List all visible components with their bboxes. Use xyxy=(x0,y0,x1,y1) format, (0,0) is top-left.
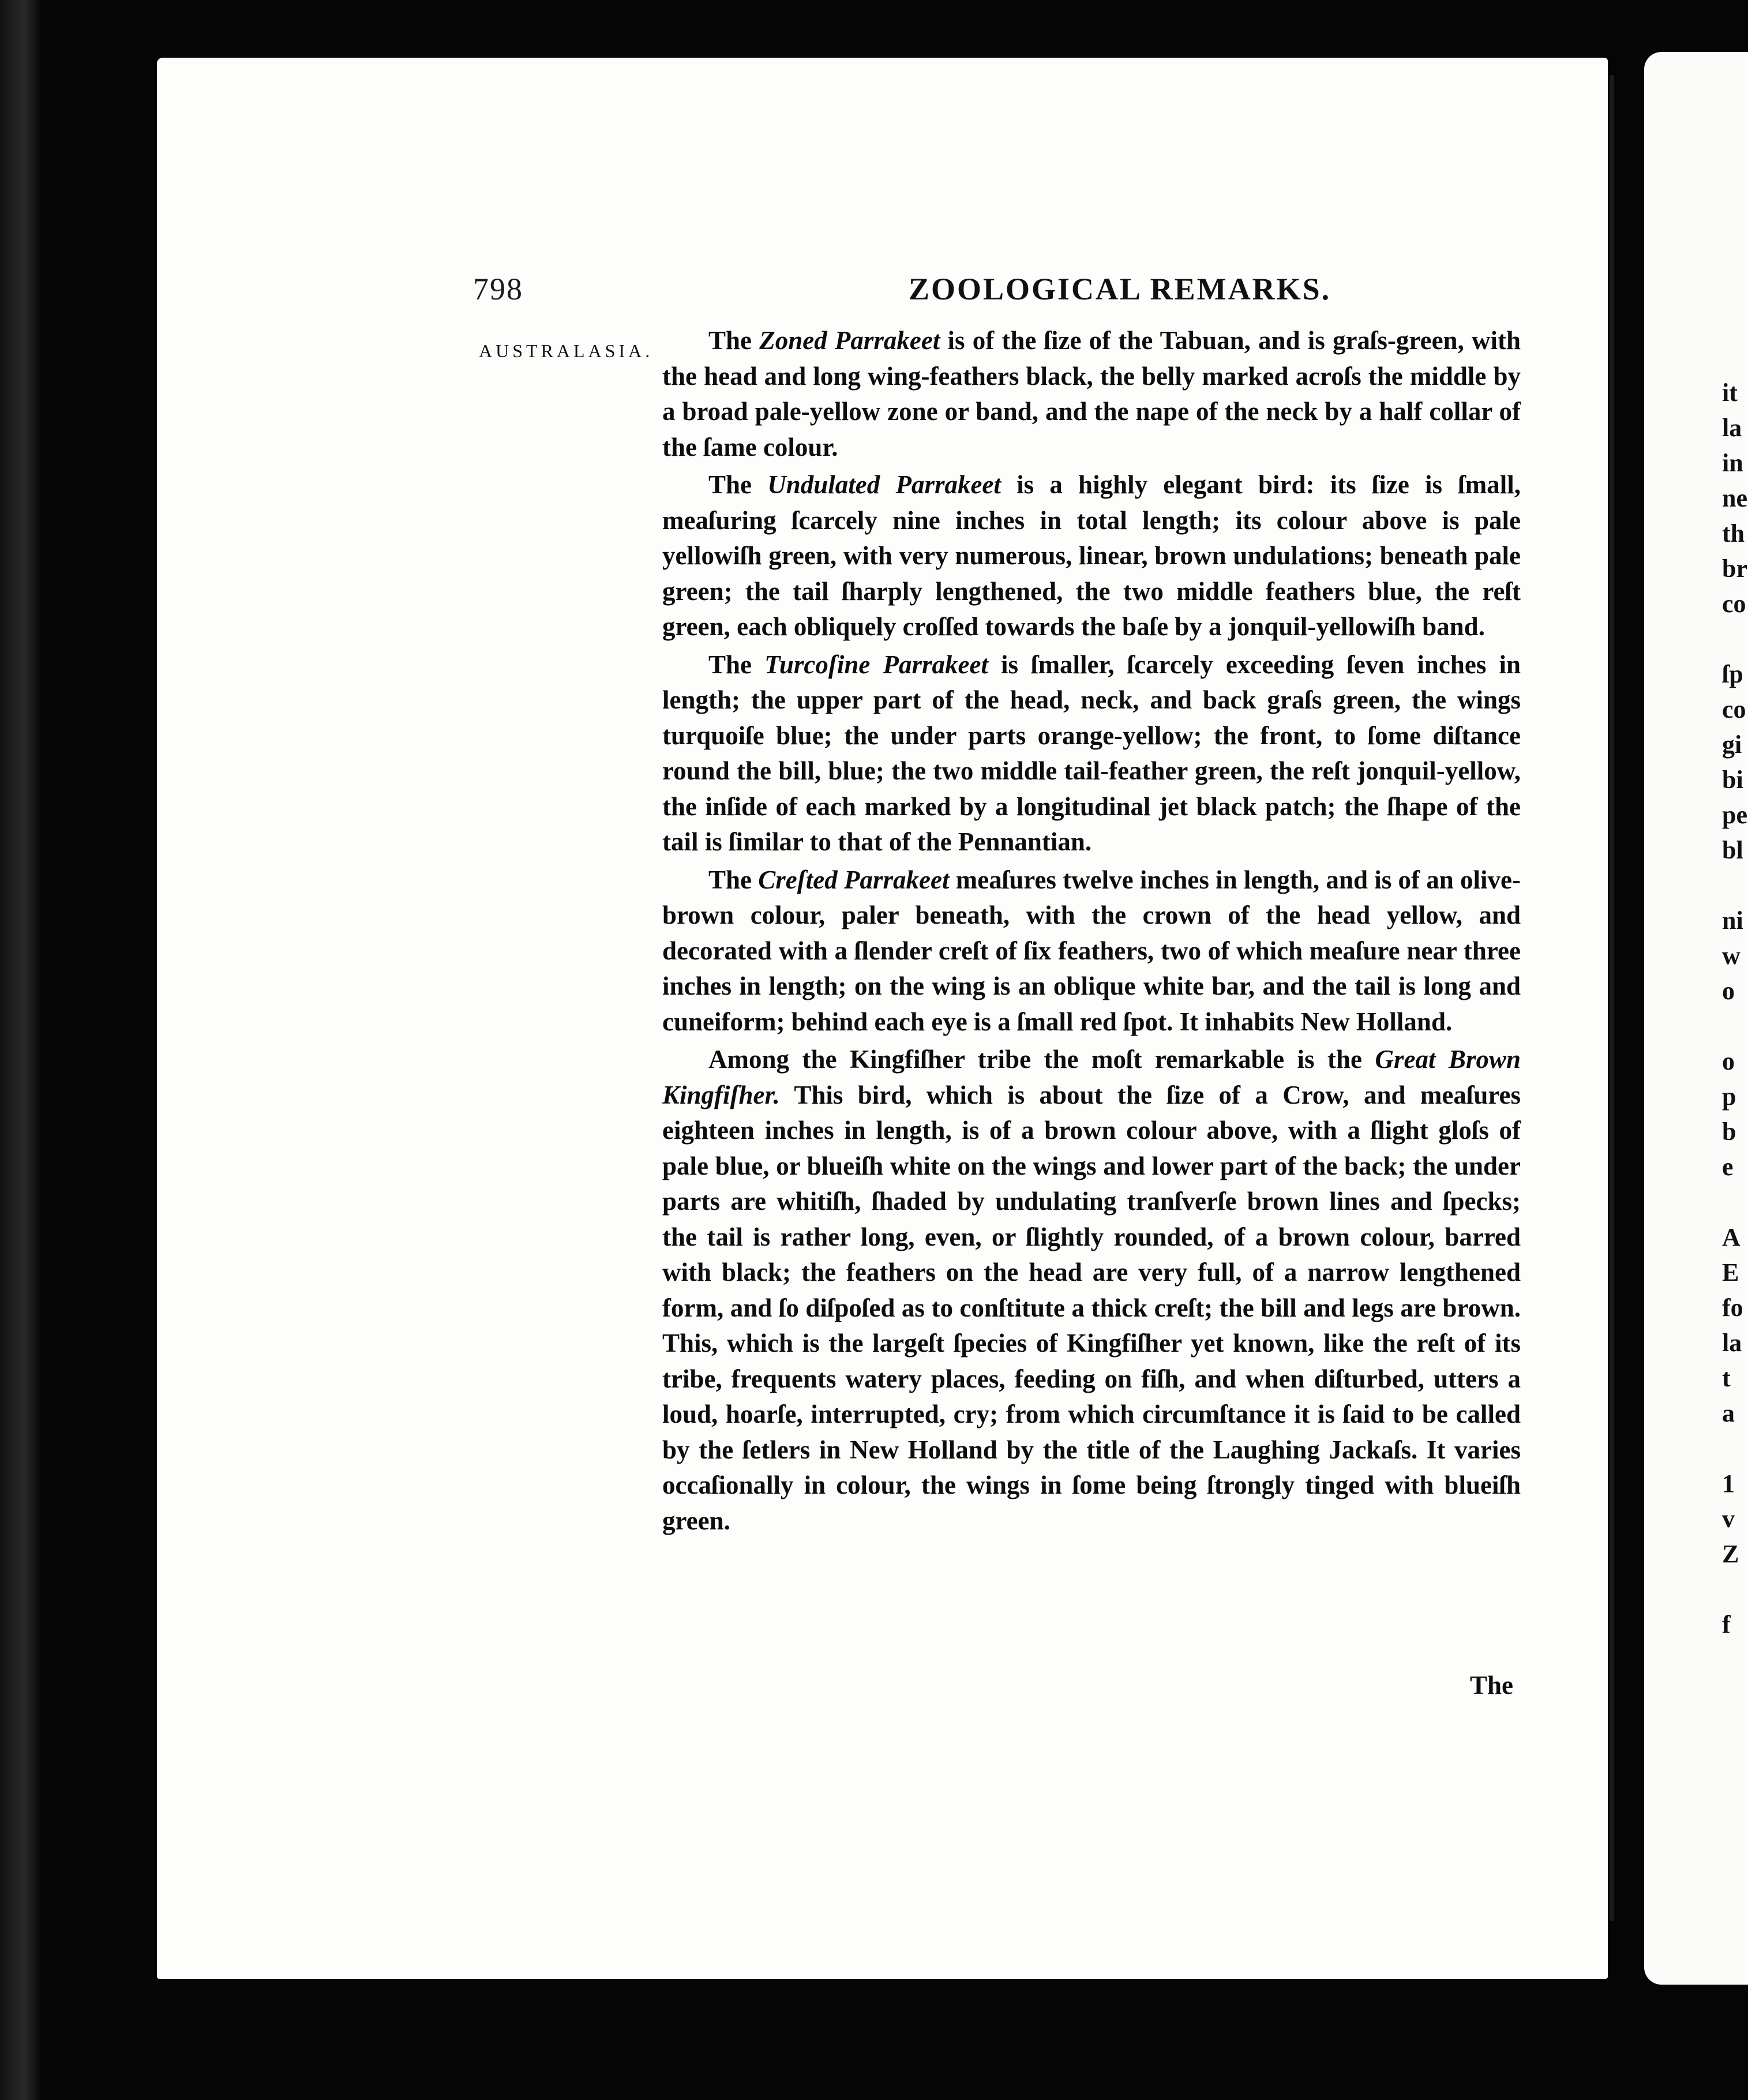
paragraph-undulated-parrakeet: The Undulated Parrakeet is a highly elegant bird: its ſize is ſmall, meaſuring ſcarcely nine inches in total length; its colour above is pale yellowiſh green, with very numerous, linear, brown undulations; beneath pale green; the tail ſharply lengthened, the two middle feathers blue, the reſt green, each obliquely croſſed towards the baſe by a jonquil-yellowiſh band. xyxy=(662,470,1521,641)
catchword: The xyxy=(1470,1671,1514,1700)
facing-page-text-fragment: it la in ne th br co ſp co gi bi pe bl ni w o o p b e A E fo la t a 1 v Z f xyxy=(1722,378,1747,1638)
margin-note: AUSTRALASIA. xyxy=(479,340,654,361)
species-name: Turcoſine Parrakeet xyxy=(764,650,988,679)
species-name: Great Brown Kingfiſher. xyxy=(662,1045,1521,1109)
paragraph-zoned-parrakeet: The Zoned Parrakeet is of the ſize of the Tabuan, and is graſs-green, with the head and long wing-feathers black, the belly marked acroſs the middle by a broad pale-yellow zone or band, and the nape of the neck by a half collar of the ſame colour. xyxy=(662,326,1521,462)
page-gutter xyxy=(1610,75,1614,1921)
page-number: 798 xyxy=(473,272,523,306)
paragraph-great-brown-kingfisher: Among the Kingfiſher tribe the moſt remarkable is the Great Brown Kingfiſher. This bird, which is about the ſize of a Crow, and meaſures eighteen inches in length, is of a brown colour above, with a ſlight gloſs of pale blue, or blueiſh white on the wings and lower part of the back; the under parts are whitiſh, ſhaded by undulating tranſverſe brown lines and ſpecks; the tail is rather long, even, or ſlightly rounded, of a brown colour, barred with black; the feathers on the head are very full, of a narrow lengthened form, and ſo diſpoſed as to conſtitute a thick creſt; the bill and legs are brown. This, which is the largeſt ſpecies of Kingfiſher yet known, like the reſt of its tribe, frequents watery places, feeding on fiſh, and when diſturbed, utters a loud, hoarſe, interrupted, cry; from which circumſtance it is ſaid to be called by the ſetlers in New Holland by the title of the Laughing Jackaſs. It varies occaſionally in colour, the wings in ſome being ſtrongly tinged with blueiſh green. xyxy=(662,1045,1521,1535)
body-text xyxy=(662,323,1521,1541)
running-head: ZOOLOGICAL REMARKS. xyxy=(909,272,1331,306)
species-name: Zoned Parrakeet xyxy=(759,326,940,355)
book-edge-left xyxy=(0,0,40,2100)
paragraph-crested-parrakeet: The Creſted Parrakeet meaſures twelve inches in length, and is of an olive-brown colour, paler beneath, with the crown of the head yellow, and decorated with a ſlender creſt of ſix feathers, two of which meaſure near three inches in length; on the wing is an oblique white bar, and the tail is long and cuneiform; behind each eye is a ſmall red ſpot. It inhabits New Holland. xyxy=(662,865,1521,1036)
species-name: Creſted Parrakeet xyxy=(758,865,950,894)
species-name: Undulated Parrakeet xyxy=(767,470,1001,499)
paragraph-turcosine-parrakeet: The Turcoſine Parrakeet is ſmaller, ſcarcely exceeding ſeven inches in length; the upper part of the head, neck, and back graſs green, the wings turquoiſe blue; the under parts orange-yellow; the front, to ſome diſtance round the bill, blue; the two middle tail-feather green, the reſt jonquil-yellow, the inſide of each marked by a longitudinal jet black patch; the ſhape of the tail is ſimilar to that of the Pennantian. xyxy=(662,650,1521,856)
